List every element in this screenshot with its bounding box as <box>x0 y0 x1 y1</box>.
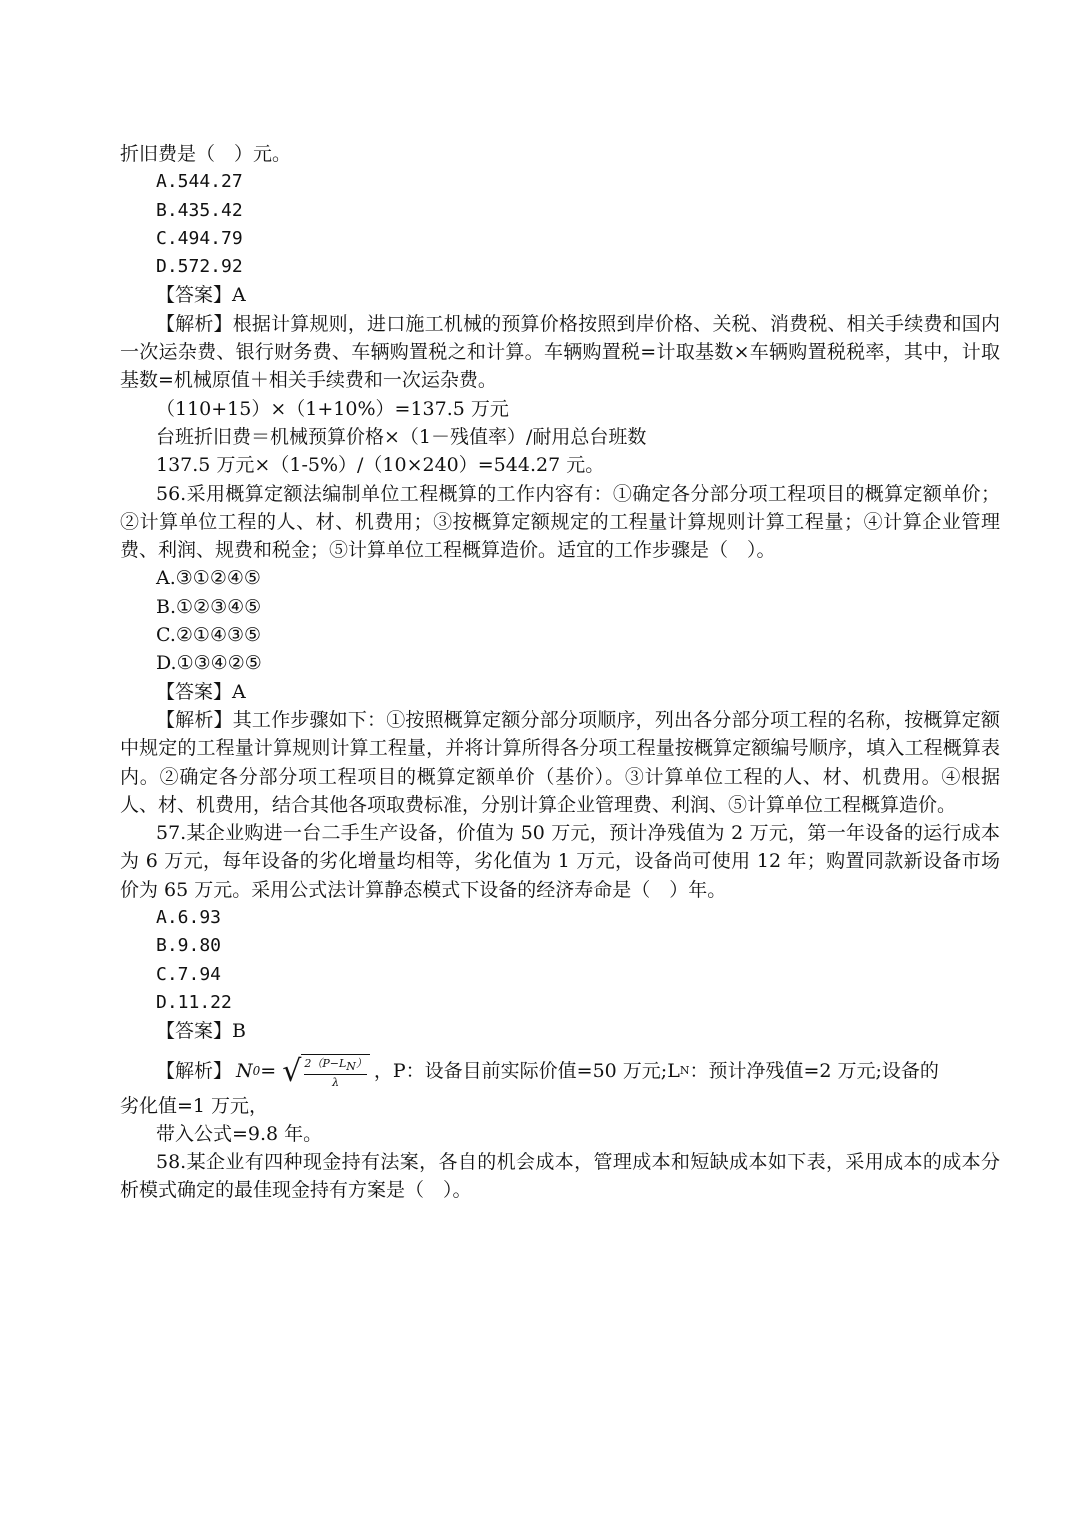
sqrt-icon: √ <box>282 1053 302 1089</box>
q55-calc-3: 137.5 万元×（1-5%）/（10×240）=544.27 元。 <box>156 454 605 477</box>
q57-analysis-mid-sub: N <box>679 1064 690 1078</box>
formula-denominator: λ <box>332 1076 340 1090</box>
q57-answer: 【答案】B <box>156 1020 246 1043</box>
q56-option-b: B.①②③④⑤ <box>156 595 262 618</box>
q56-stem: 56.采用概算定额法编制单位工程概算的工作内容有：①确定各分部分项工程项目的概算定额单价；②计算单位工程的人、材、机费用；③按概算定额规定的工程量计算规则计算工程量；④计算企业管理费、利润、规费和税金；⑤计算单位工程概算造价。适宜的工作步骤是（ ）。 <box>120 482 1000 562</box>
q55-option-c: C.494.79 <box>156 227 243 249</box>
q55-calc-1: （110+15）×（1+10%）=137.5 万元 <box>156 397 509 420</box>
formula-sqrt <box>282 1054 370 1089</box>
q57-analysis-formula-line <box>120 1052 1000 1092</box>
q57-option-b: B.9.80 <box>156 935 222 957</box>
q57-option-d: D.11.22 <box>156 991 232 1013</box>
economic-life-formula <box>236 1054 370 1089</box>
q55-option-b: B.435.42 <box>156 199 243 221</box>
q56-option-d: D.①③④②⑤ <box>156 652 262 675</box>
q55-calc-2: 台班折旧费＝机械预算价格×（1－残值率）/耐用总台班数 <box>156 425 647 448</box>
q55-analysis: 【解析】根据计算规则，进口施工机械的预算价格按照到岸价格、关税、消费税、相关手续费和国内一次运杂费、银行财务费、车辆购置税之和计算。车辆购置税=计取基数×车辆购置税税率，其中，计取基数=机械原值＋相关手续费和一次运杂费。 <box>120 312 1000 392</box>
q57-analysis-line2: 劣化值=1 万元， <box>120 1094 269 1117</box>
q56-option-c: C.②①④③⑤ <box>156 624 262 647</box>
q57-analysis-mid: ，P：设备目前实际价值=50 万元;L <box>373 1060 680 1083</box>
q57-result: 带入公式=9.8 年。 <box>156 1122 323 1145</box>
q57-analysis-end: ：预计净残值=2 万元;设备的 <box>689 1060 939 1083</box>
formula-lhs-sub: 0 <box>252 1064 261 1079</box>
q55-option-a: A.544.27 <box>156 171 243 193</box>
q55-stem-tail: 折旧费是（ ）元。 <box>120 143 292 165</box>
formula-lhs: N <box>236 1060 253 1083</box>
document-page <box>120 140 1000 1205</box>
q56-analysis: 【解析】其工作步骤如下：①按照概算定额分部分项顺序，列出各分部分项工程的名称，按概算定额中规定的工程量计算规则计算工程量，并将计算所得各分项工程量按概算定额编号顺序，填入工程概算表内。②确定各分部分项工程项目的概算定额单价（基价）。③计算单位工程的人、材、机费用。④根据人、材、机费用，结合其他各项取费标准，分别计算企业管理费、利润、⑤计算单位工程概算造价。 <box>120 708 1000 816</box>
q57-option-c: C.7.94 <box>156 963 222 985</box>
formula-fraction <box>301 1054 370 1089</box>
q56-option-a: A.③①②④⑤ <box>156 567 261 590</box>
q57-stem: 57.某企业购进一台二手生产设备，价值为 50 万元，预计净残值为 2 万元，第一年设备的运行成本为 6 万元，每年设备的劣化增量均相等，劣化值为 1 万元，设备尚可使用 12 年；购置同款新设备市场价为 65 万元。采用公式法计算静态模式下设备的经济寿命是（ ）年。 <box>120 822 1000 901</box>
q55-answer: 【答案】A <box>156 284 246 307</box>
formula-eq: = <box>260 1060 277 1083</box>
q55-option-d: D.572.92 <box>156 256 243 278</box>
q58-stem: 58.某企业有四种现金持有法案，各自的机会成本，管理成本和短缺成本如下表，采用成本的成本分析模式确定的最佳现金持有方案是（ ）。 <box>120 1151 1000 1202</box>
q57-option-a: A.6.93 <box>156 907 222 929</box>
q56-answer: 【答案】A <box>156 680 246 703</box>
q57-analysis-prefix: 【解析】 <box>156 1060 233 1083</box>
formula-numerator: 2（P−LN） <box>304 1056 367 1074</box>
